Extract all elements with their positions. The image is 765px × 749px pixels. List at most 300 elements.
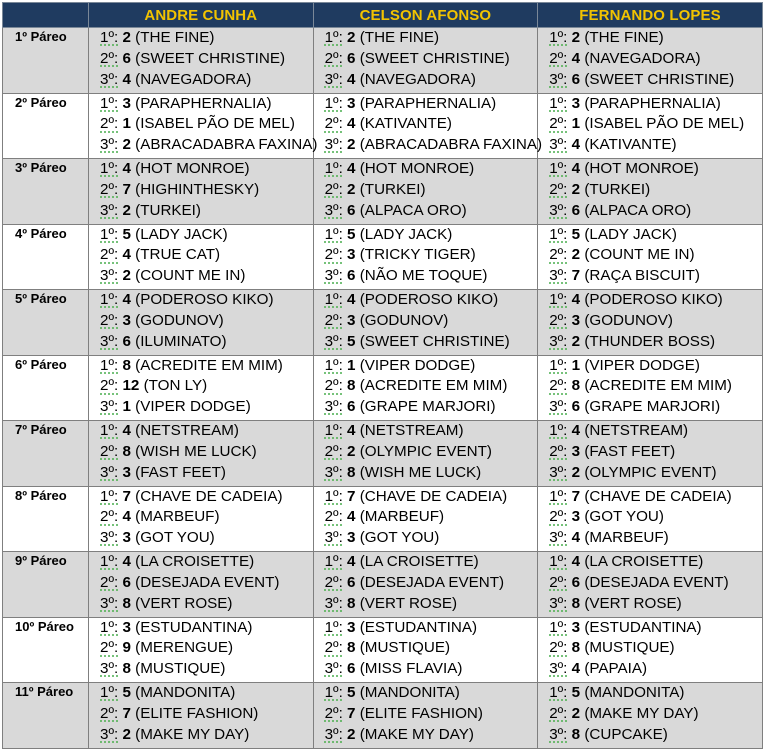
pick-position: 1º: [549,553,568,570]
horse-name: (SWEET CHRISTINE) [584,70,735,88]
pick-line [538,70,762,91]
pick-position: 3º: [100,70,119,88]
horse-name: (GODUNOV) [584,311,673,329]
pick-line [314,442,538,463]
pick-line [314,704,538,725]
pick-line [89,94,313,115]
race-label: 10º Páreo [3,617,89,683]
pick-line [538,311,762,332]
horse-number: 4 [571,160,581,177]
horse-number: 6 [347,573,356,591]
pick-position: 2º: [100,49,119,67]
pick-line [89,311,313,332]
pick-line [538,421,762,442]
horse-number: 7 [571,487,581,505]
horse-number: 1 [122,398,131,416]
pick-line [314,225,538,246]
horse-name: (SWEET CHRISTINE) [359,49,510,67]
horse-number: 3 [347,94,356,112]
horse-name: (THE FINE) [584,29,664,46]
horse-name: (VIPER DODGE) [135,398,251,416]
tipster-picks-cell [313,683,538,749]
race-row [3,159,763,225]
pick-position: 2º: [549,377,568,395]
pick-position: 1º: [324,684,343,701]
pick-position: 3º: [324,529,343,547]
horse-number: 4 [347,291,356,308]
horse-number: 3 [571,618,581,636]
race-row [3,355,763,421]
race-label: 3º Páreo [3,159,89,225]
horse-number: 5 [347,225,356,243]
horse-number: 1 [122,115,131,133]
pick-line [314,28,538,49]
horse-name: (ESTUDANTINA) [135,618,253,636]
horse-name: (GRAPE MARJORI) [359,398,496,416]
pick-position: 2º: [549,180,568,198]
pick-position: 3º: [324,725,343,743]
horse-name: (KATIVANTE) [584,136,677,154]
pick-line [314,528,538,549]
pick-position: 3º: [549,398,568,416]
pick-position: 1º: [549,225,568,243]
pick-position: 3º: [100,398,119,416]
horse-number: 7 [347,704,356,722]
pick-position: 2º: [549,704,568,722]
pick-line [538,463,762,484]
horse-name: (GODUNOV) [359,311,449,329]
horse-number: 8 [347,463,356,481]
horse-number: 6 [571,201,581,219]
pick-position: 3º: [324,201,343,219]
pick-line [89,573,313,594]
pick-position: 1º: [100,422,119,439]
pick-position: 1º: [549,422,568,439]
horse-name: (NETSTREAM) [584,422,689,439]
pick-position: 3º: [549,594,568,612]
horse-number: 3 [571,311,581,329]
tipster-picks-cell [313,552,538,618]
pick-line [538,397,762,418]
horse-name: (NÃO ME TOQUE) [359,267,488,285]
horse-number: 6 [571,398,581,416]
horse-number: 9 [122,639,131,657]
pick-line [538,638,762,659]
pick-line [538,290,762,311]
pick-line [314,463,538,484]
pick-line [89,528,313,549]
race-row [3,28,763,94]
horse-number: 8 [122,594,131,612]
tips-table [2,2,763,749]
horse-name: (TRUE CAT) [135,246,221,264]
pick-position: 1º: [324,618,343,636]
horse-name: (PAPAIA) [584,660,648,678]
horse-name: (MARBEUF) [359,508,445,526]
horse-number: 2 [571,463,581,481]
horse-number: 2 [122,136,131,154]
horse-name: (MARBEUF) [135,508,220,526]
horse-number: 5 [571,225,581,243]
tipster-picks-cell [538,355,763,421]
horse-name: (LADY JACK) [584,225,677,243]
pick-line [538,135,762,156]
pick-position: 3º: [324,136,343,154]
horse-name: (COUNT ME IN) [135,267,246,285]
tipster-picks-cell [313,224,538,290]
tipster-picks-cell [313,355,538,421]
horse-name: (GODUNOV) [135,311,224,329]
race-row [3,617,763,683]
horse-number: 2 [122,29,131,46]
horse-number: 2 [347,725,356,743]
pick-line [538,528,762,549]
pick-position: 3º: [549,660,568,678]
horse-name: (ELITE FASHION) [359,704,483,722]
pick-line [314,266,538,287]
horse-name: (NAVEGADORA) [584,49,701,67]
pick-line [538,573,762,594]
horse-number: 6 [347,398,356,416]
pick-line [314,70,538,91]
pick-position: 3º: [549,201,568,219]
horse-number: 7 [571,267,581,285]
horse-name: (ALPACA ORO) [359,201,467,219]
horse-number: 6 [347,267,356,285]
pick-line [89,376,313,397]
tipster-picks-cell [89,28,314,94]
horse-name: (VERT ROSE) [584,594,682,612]
tipster-picks-cell [313,617,538,683]
horse-number: 4 [122,508,131,526]
horse-name: (PODEROSO KIKO) [135,291,274,308]
horse-number: 6 [347,660,356,678]
horse-name: (VERT ROSE) [135,594,233,612]
pick-line [538,683,762,704]
tipster-picks-cell [89,355,314,421]
pick-position: 2º: [324,115,343,133]
horse-number: 7 [122,704,131,722]
horse-name: (VIPER DODGE) [359,356,476,374]
pick-line [538,356,762,377]
pick-position: 3º: [324,398,343,416]
horse-name: (VIPER DODGE) [584,356,700,374]
pick-line [538,704,762,725]
pick-line [89,683,313,704]
pick-line [89,507,313,528]
pick-line [89,114,313,135]
race-row [3,552,763,618]
horse-number: 1 [571,115,581,133]
pick-line [89,28,313,49]
pick-position: 1º: [324,160,343,177]
horse-number: 4 [122,70,131,88]
pick-position: 2º: [100,115,119,133]
horse-number: 2 [571,180,581,198]
race-label: 8º Páreo [3,486,89,552]
horse-name: (WISH ME LUCK) [359,463,482,481]
pick-line [314,356,538,377]
pick-line [89,159,313,180]
pick-position: 3º: [100,529,119,547]
pick-line [538,659,762,680]
pick-line [89,70,313,91]
horse-name: (TRICKY TIGER) [359,246,476,264]
horse-name: (GOT YOU) [359,529,440,547]
pick-line [538,442,762,463]
pick-position: 2º: [324,377,343,395]
horse-name: (CHAVE DE CADEIA) [359,487,508,505]
horse-name: (GOT YOU) [135,529,215,547]
horse-name: (LA CROISETTE) [359,553,479,570]
horse-number: 5 [122,225,131,243]
pick-line [89,201,313,222]
pick-position: 2º: [100,639,119,657]
pick-line [89,704,313,725]
horse-name: (RAÇA BISCUIT) [584,267,700,285]
tipster-picks-cell [89,159,314,225]
race-row [3,93,763,159]
horse-number: 8 [347,377,356,395]
pick-position: 2º: [549,573,568,591]
horse-name: (CHAVE DE CADEIA) [584,487,732,505]
pick-position: 2º: [100,311,119,329]
horse-name: (ABRACADABRA FAXINA) [135,136,318,154]
pick-position: 1º: [100,94,119,112]
horse-name: (TURKEI) [135,201,201,219]
pick-position: 2º: [549,246,568,264]
pick-position: 3º: [549,529,568,547]
pick-line [314,487,538,508]
header-corner [3,3,89,28]
horse-name: (FAST FEET) [135,463,226,481]
pick-line [89,594,313,615]
pick-position: 2º: [549,311,568,329]
pick-line [89,487,313,508]
pick-position: 1º: [100,356,119,374]
pick-line [314,725,538,746]
horse-number: 2 [347,442,356,460]
pick-line [314,332,538,353]
pick-line [314,683,538,704]
pick-line [314,311,538,332]
horse-name: (MANDONITA) [135,684,236,701]
pick-position: 1º: [324,291,343,308]
pick-line [538,376,762,397]
horse-number: 1 [571,356,581,374]
tipster-picks-cell [313,290,538,356]
pick-line [538,594,762,615]
tipster-picks-cell [313,28,538,94]
pick-position: 1º: [100,684,119,701]
pick-position: 2º: [549,508,568,526]
horse-name: (TURKEI) [584,180,651,198]
horse-name: (LADY JACK) [135,225,228,243]
horse-name: (TON LY) [143,377,208,395]
pick-position: 3º: [100,267,119,285]
horse-number: 2 [347,29,356,46]
pick-position: 1º: [100,225,119,243]
pick-position: 1º: [100,291,119,308]
horse-number: 3 [571,508,581,526]
pick-line [314,638,538,659]
horse-name: (ESTUDANTINA) [359,618,478,636]
race-label: 9º Páreo [3,552,89,618]
horse-name: (GOT YOU) [584,508,664,526]
horse-name: (DESEJADA EVENT) [584,573,729,591]
pick-position: 3º: [549,136,568,154]
horse-name: (KATIVANTE) [359,115,452,133]
pick-position: 1º: [324,225,343,243]
horse-number: 3 [347,618,356,636]
horse-name: (SWEET CHRISTINE) [359,332,510,350]
horse-number: 8 [122,660,131,678]
pick-position: 2º: [100,442,119,460]
tipster-picks-cell [538,421,763,487]
header-tipster-2: CELSON AFONSO [313,3,538,28]
pick-position: 1º: [324,553,343,570]
pick-position: 1º: [549,487,568,505]
horse-name: (HOT MONROE) [359,160,475,177]
horse-number: 1 [347,356,356,374]
horse-number: 7 [122,487,131,505]
pick-position: 1º: [549,684,568,701]
pick-line [314,507,538,528]
header-row [3,3,763,28]
pick-position: 3º: [549,267,568,285]
pick-position: 2º: [324,508,343,526]
pick-position: 2º: [549,442,568,460]
horse-name: (HIGHINTHESKY) [135,180,260,198]
horse-number: 2 [571,29,581,46]
horse-name: (WISH ME LUCK) [135,442,257,460]
horse-name: (PARAPHERNALIA) [584,94,721,112]
horse-number: 2 [122,201,131,219]
horse-name: (PARAPHERNALIA) [135,94,272,112]
horse-number: 6 [122,49,131,67]
pick-line [538,266,762,287]
horse-number: 6 [571,70,581,88]
horse-name: (ISABEL PÃO DE MEL) [584,115,745,133]
horse-name: (ILUMINATO) [135,332,227,350]
horse-number: 8 [347,594,356,612]
tipster-picks-cell [89,552,314,618]
pick-line [89,638,313,659]
pick-line [538,201,762,222]
race-label: 2º Páreo [3,93,89,159]
horse-name: (THE FINE) [359,29,440,46]
horse-number: 3 [122,311,131,329]
horse-number: 8 [571,639,581,657]
pick-position: 1º: [324,422,343,439]
pick-position: 3º: [100,594,119,612]
pick-line [89,725,313,746]
race-row [3,290,763,356]
horse-number: 4 [122,553,131,570]
tipster-picks-cell [538,617,763,683]
horse-name: (CUPCAKE) [584,725,668,743]
pick-line [314,201,538,222]
horse-number: 4 [122,246,131,264]
pick-position: 1º: [549,160,568,177]
horse-name: (LA CROISETTE) [135,553,255,570]
pick-position: 2º: [549,115,568,133]
pick-position: 1º: [324,487,343,505]
pick-line [89,659,313,680]
horse-name: (CHAVE DE CADEIA) [135,487,283,505]
pick-line [89,266,313,287]
horse-number: 8 [347,639,356,657]
tipster-picks-cell [313,93,543,159]
pick-line [314,552,538,573]
pick-position: 2º: [324,442,343,460]
pick-position: 3º: [549,725,568,743]
horse-number: 4 [347,553,356,570]
pick-line [314,573,538,594]
tipster-picks-cell [89,421,314,487]
horse-number: 3 [347,529,356,547]
horse-number: 3 [122,529,131,547]
horse-name: (MISS FLAVIA) [359,660,463,678]
pick-line [314,421,538,442]
horse-name: (MUSTIQUE) [359,639,451,657]
pick-line [538,507,762,528]
horse-name: (NAVEGADORA) [359,70,476,88]
tipster-picks-cell [313,486,538,552]
race-label: 7º Páreo [3,421,89,487]
pick-position: 1º: [324,356,343,374]
pick-line [314,618,538,639]
tipster-picks-cell [313,421,538,487]
pick-line [89,463,313,484]
pick-position: 1º: [100,618,119,636]
pick-position: 3º: [324,332,343,350]
horse-name: (PODEROSO KIKO) [359,291,499,308]
pick-position: 1º: [549,291,568,308]
pick-line [89,332,313,353]
horse-number: 4 [347,70,356,88]
pick-line [89,421,313,442]
horse-name: (ACREDITE EM MIM) [584,377,732,395]
pick-position: 2º: [549,49,568,67]
horse-name: (ALPACA ORO) [584,201,692,219]
horse-name: (MAKE MY DAY) [359,725,474,743]
race-label: 5º Páreo [3,290,89,356]
pick-line [538,332,762,353]
pick-line [538,552,762,573]
horse-number: 3 [122,94,131,112]
horse-name: (OLYMPIC EVENT) [359,442,492,460]
horse-number: 4 [571,422,581,439]
pick-line [89,180,313,201]
pick-position: 2º: [100,704,119,722]
horse-number: 3 [571,442,581,460]
horse-number: 8 [571,594,581,612]
pick-line [314,114,538,135]
tipster-picks-cell [538,290,763,356]
pick-line [538,725,762,746]
horse-number: 6 [347,49,356,67]
pick-line [538,114,762,135]
horse-name: (ELITE FASHION) [135,704,259,722]
pick-line [89,442,313,463]
horse-name: (MAKE MY DAY) [584,704,699,722]
pick-position: 1º: [100,29,119,46]
horse-number: 3 [347,246,356,264]
pick-line [89,290,313,311]
horse-number: 6 [347,201,356,219]
pick-position: 3º: [100,463,119,481]
